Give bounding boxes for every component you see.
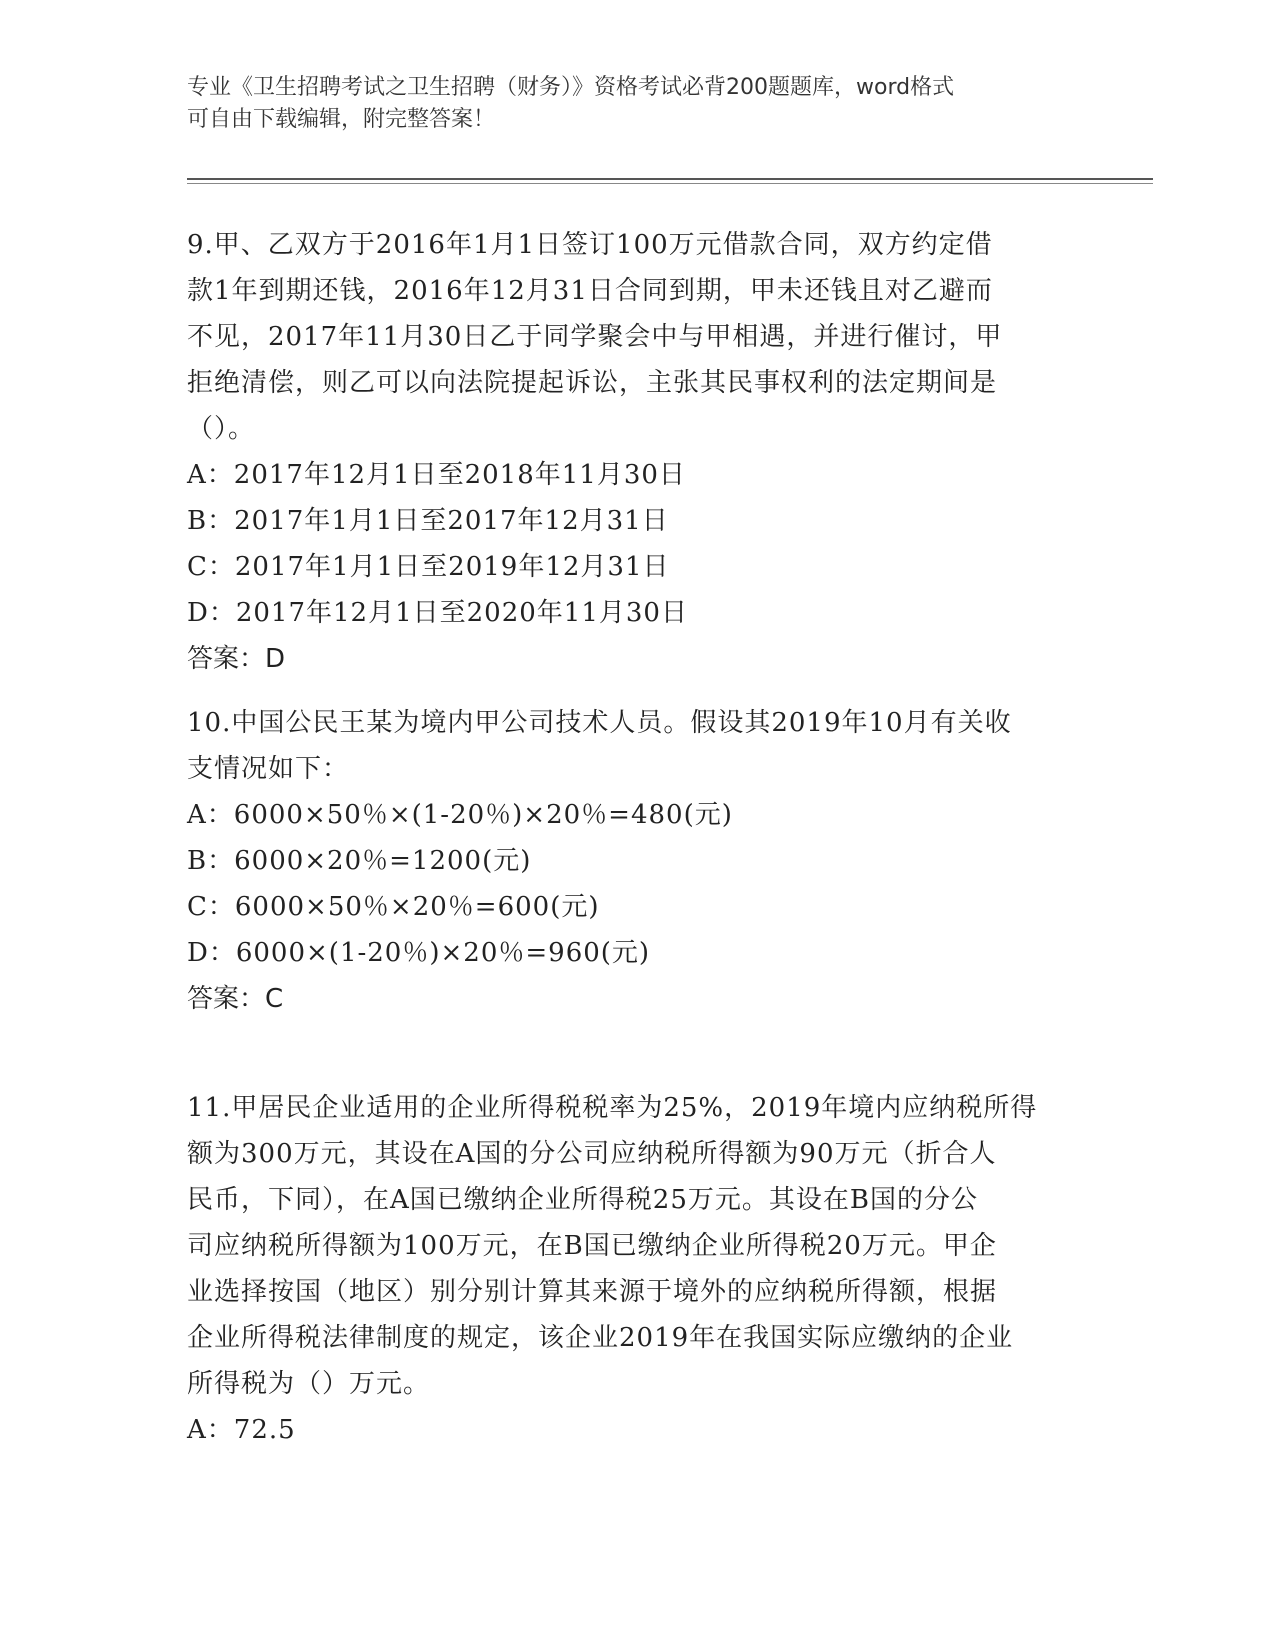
option-c: C：6000×50％×20％=600(元) [187,892,600,922]
header-line-1: 专业《卫生招聘考试之卫生招聘（财务）》资格考试必背200题题库，word格式 [187,75,955,100]
question-text-line: 拒绝清偿，则乙可以向法院提起诉讼，主张其民事权利的法定期间是 [187,368,998,398]
option-a: A：6000×50％×(1-20％)×20％=480(元) [187,800,733,830]
question-text-line: 额为300万元，其设在A国的分公司应纳税所得额为90万元（折合人 [187,1139,997,1169]
option-a: A：72.5 [187,1415,296,1445]
question-9 [187,222,1067,682]
header-divider-thin [187,183,1153,184]
option-c: C：2017年1月1日至2019年12月31日 [187,552,670,582]
question-text-line: 9.甲、乙双方于2016年1月1日签订100万元借款合同，双方约定借 [187,230,993,260]
option-d: D：6000×(1-20％)×20％=960(元) [187,938,651,968]
question-text-line: 业选择按国（地区）别分别计算其来源于境外的应纳税所得额，根据 [187,1277,998,1307]
question-10 [187,700,1067,1022]
question-text-line: 11.甲居民企业适用的企业所得税税率为25%，2019年境内应纳税所得 [187,1093,1038,1123]
question-text-line: 所得税为（）万元。 [187,1369,431,1399]
question-text-line: 10.中国公民王某为境内甲公司技术人员。假设其2019年10月有关收 [187,708,1012,738]
question-text-line: 民币，下同），在A国已缴纳企业所得税25万元。其设在B国的分公 [187,1185,978,1215]
header-divider [187,178,1153,180]
question-text-line: 款1年到期还钱，2016年12月31日合同到期，甲未还钱且对乙避而 [187,276,993,306]
option-b: B：6000×20％=1200(元) [187,846,532,876]
option-a: A：2017年12月1日至2018年11月30日 [187,460,686,490]
option-b: B：2017年1月1日至2017年12月31日 [187,506,669,536]
question-11 [187,1085,1067,1453]
answer: 答案：D [187,644,286,674]
question-text-line: 支情况如下： [187,754,350,784]
question-text-line: （）。 [187,414,256,444]
question-text-line: 司应纳税所得额为100万元，在B国已缴纳企业所得税20万元。甲企 [187,1231,997,1261]
option-d: D：2017年12月1日至2020年11月30日 [187,598,688,628]
question-text-line: 企业所得税法律制度的规定，该企业2019年在我国实际应缴纳的企业 [187,1323,1014,1353]
header-line-2: 可自由下载编辑，附完整答案！ [187,107,496,132]
answer: 答案：C [187,984,284,1014]
document-header [187,72,1087,136]
question-text-line: 不见，2017年11月30日乙于同学聚会中与甲相遇，并进行催讨，甲 [187,322,1003,352]
